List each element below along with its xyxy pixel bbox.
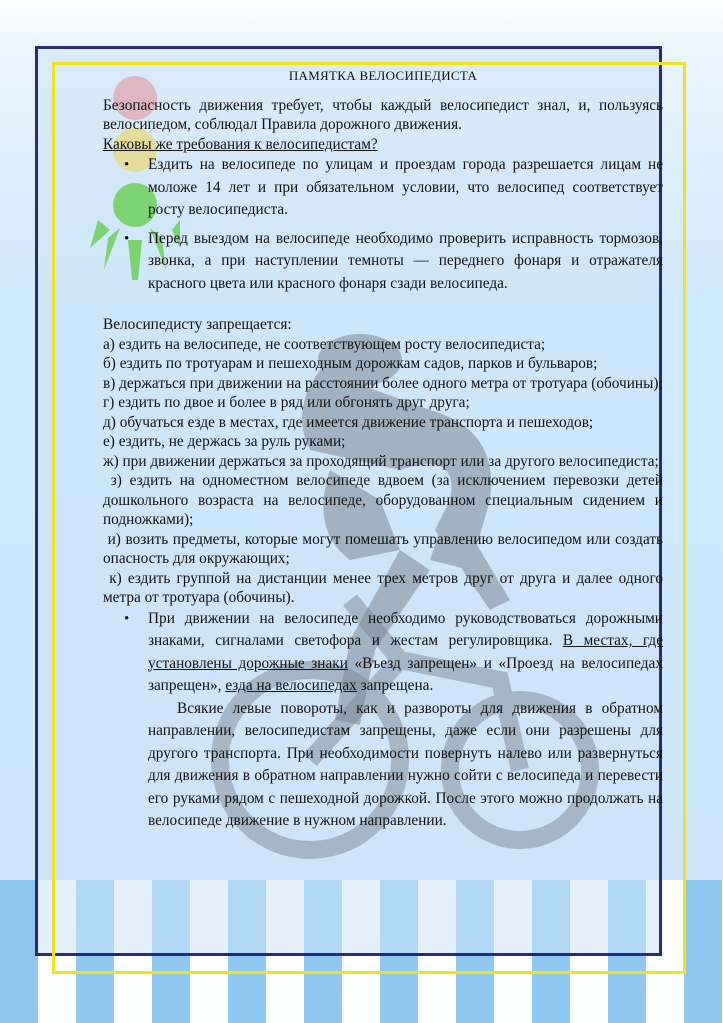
list-item: г) ездить по двое и более в ряд или обгонять друг друга; xyxy=(103,394,470,411)
list-item: ж) при движении держаться за проходящий транспорт или за другого велосипедиста; xyxy=(103,452,659,470)
prohibited-heading: Велосипедисту запрещается: xyxy=(103,316,292,333)
list-item: б) ездить по тротуарам и пешеходным дорожкам садов, парков и бульваров; xyxy=(103,355,598,372)
final-list xyxy=(103,608,663,833)
final-part4: езда на велосипедах xyxy=(225,677,357,694)
page-title: ПАМЯТКА ВЕЛОСИПЕДИСТА xyxy=(288,68,478,83)
list-item: з) ездить на одноместном велосипеде вдвоем (за исключением перевозки детей дошкольного возраста на велосипеде, оборудованном специальным сидением и подножками); xyxy=(103,472,667,528)
list-item: д) обучаться езде в местах, где имеется движение транспорта и пешеходов; xyxy=(103,413,594,431)
final-part5: запрещена. xyxy=(360,677,434,694)
intro-paragraph: Безопасность движения требует, чтобы каждый велосипедист знал, и, пользуясь велосипедом, соблюдал Правила дорожного движения. xyxy=(103,96,663,133)
list-item: • Перед выездом на велосипеде необходимо проверить исправность тормозов, звонка, а при наступлении темноты — переднего фонаря и отражателя красного цвета или красного фонаря сзади велосипеда. xyxy=(148,228,663,296)
final-part2: В местах, где установлены дорожные знаки xyxy=(148,632,663,672)
list-item: е) ездить, не держась за руль руками; xyxy=(103,433,346,450)
final-part1: При движении на велосипеде необходимо руководствоваться дорожными знаками, сигналами светофора и жестам регулировщика. xyxy=(148,609,663,649)
memo-content xyxy=(103,66,667,839)
list-item: • Ездить на велосипеде по улицам и проездам города разрешается лицам не моложе 14 лет и при обязательном условии, что велосипед соответствует росту велосипедиста. xyxy=(148,154,663,222)
final-part3: «Въезд запрещен» и «Проезд на велосипедах запрещен», xyxy=(148,654,663,694)
list-item: в) держаться при движении на расстоянии более одного метра от тротуара (обочины); xyxy=(103,374,663,392)
list-item xyxy=(148,608,663,833)
turns-paragraph: Всякие левые повороты, как и развороты для движения в обратном направлении, велосипедистам запрещены, даже если они разрешены для другого транспорта. При необходимости повернуть налево или развернуться для движения в обратном направлении нужно сойти с велосипеда и перевести его руками рядом с пешеходной дорожкой. После этого можно продолжать на велосипеде движение в нужном направлении. xyxy=(148,699,663,829)
top-fade xyxy=(0,0,723,46)
list-item: и) возить предметы, которые могут помешать управлению велосипедом или создать опасность для окружающих; xyxy=(103,530,667,567)
prohibited-list xyxy=(103,335,667,608)
list-item: к) ездить группой на дистанции менее трех метров друг от друга и далее одного метра от тротуара (обочины). xyxy=(103,569,667,606)
requirements-list xyxy=(103,154,663,295)
requirements-question: Каковы же требования к велосипедистам? xyxy=(103,135,378,153)
list-item: а) ездить на велосипеде, не соответствующем росту велосипедиста; xyxy=(103,335,546,353)
